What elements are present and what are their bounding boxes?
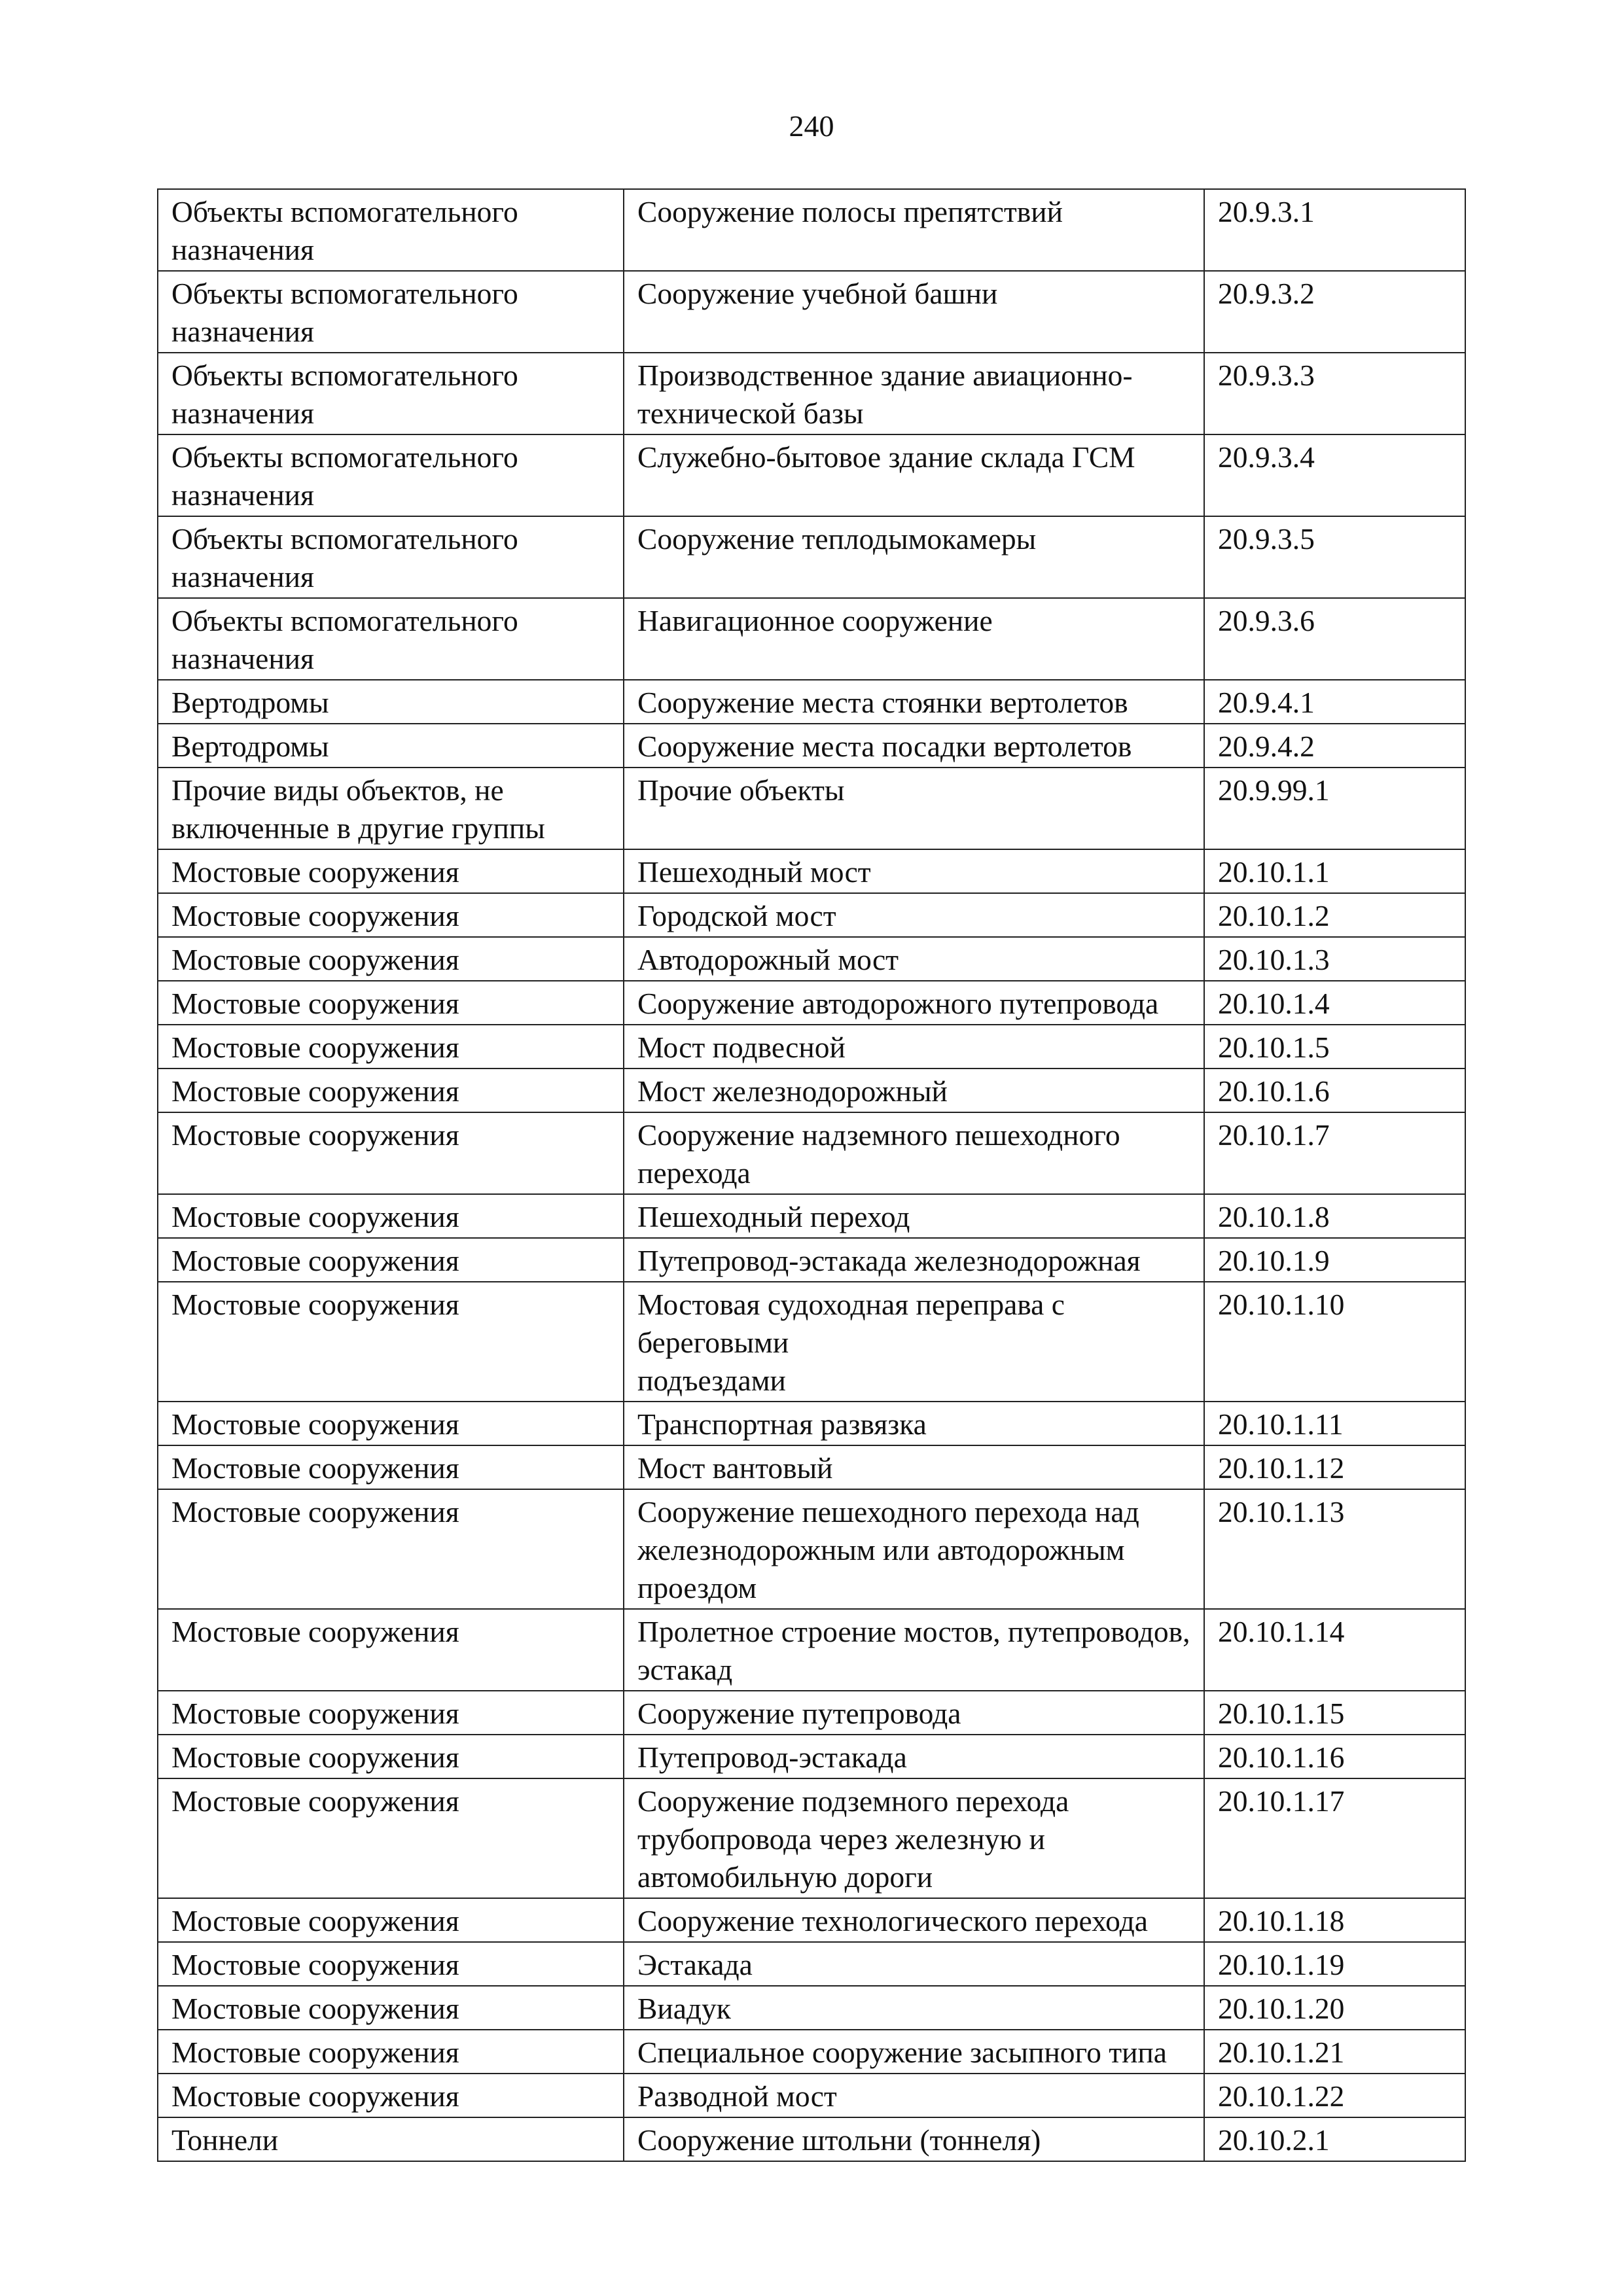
object-name-cell: Сооружение надземного пешеходного перехода — [624, 1112, 1204, 1194]
category-cell: Мостовые сооружения — [158, 1402, 624, 1445]
code-cell: 20.10.1.20 — [1204, 1986, 1465, 2030]
table-row — [158, 516, 1465, 598]
code-cell: 20.9.3.5 — [1204, 516, 1465, 598]
code-cell: 20.9.99.1 — [1204, 768, 1465, 849]
table-row — [158, 1445, 1465, 1489]
object-name-cell: Прочие объекты — [624, 768, 1204, 849]
category-cell: Объекты вспомогательного назначения — [158, 516, 624, 598]
object-name-cell: Эстакада — [624, 1942, 1204, 1986]
category-cell: Объекты вспомогательного назначения — [158, 353, 624, 434]
table-row — [158, 937, 1465, 981]
category-cell: Мостовые сооружения — [158, 1025, 624, 1069]
category-cell: Мостовые сооружения — [158, 1986, 624, 2030]
object-name-cell: Автодорожный мост — [624, 937, 1204, 981]
object-name-cell: Навигационное сооружение — [624, 598, 1204, 680]
code-cell: 20.10.1.21 — [1204, 2030, 1465, 2074]
code-cell: 20.10.1.7 — [1204, 1112, 1465, 1194]
code-cell: 20.10.1.9 — [1204, 1238, 1465, 1282]
object-name-cell: Специальное сооружение засыпного типа — [624, 2030, 1204, 2074]
category-cell: Вертодромы — [158, 680, 624, 724]
table-row — [158, 768, 1465, 849]
table-row — [158, 1194, 1465, 1238]
category-cell: Мостовые сооружения — [158, 1194, 624, 1238]
table-row — [158, 1691, 1465, 1735]
object-name-cell: Сооружение места стоянки вертолетов — [624, 680, 1204, 724]
code-cell: 20.10.1.19 — [1204, 1942, 1465, 1986]
category-cell: Мостовые сооружения — [158, 1942, 624, 1986]
code-cell: 20.10.1.6 — [1204, 1069, 1465, 1112]
object-name-cell: Сооружение теплодымокамеры — [624, 516, 1204, 598]
code-cell: 20.10.1.10 — [1204, 1282, 1465, 1402]
code-cell: 20.9.3.1 — [1204, 189, 1465, 271]
category-cell: Мостовые сооружения — [158, 1445, 624, 1489]
table-row — [158, 1282, 1465, 1402]
code-cell: 20.10.1.12 — [1204, 1445, 1465, 1489]
code-cell: 20.9.3.3 — [1204, 353, 1465, 434]
category-cell: Объекты вспомогательного назначения — [158, 271, 624, 353]
code-cell: 20.10.1.11 — [1204, 1402, 1465, 1445]
object-name-cell: Служебно-бытовое здание склада ГСМ — [624, 434, 1204, 516]
table-row — [158, 981, 1465, 1025]
table-row — [158, 1942, 1465, 1986]
category-cell: Мостовые сооружения — [158, 1112, 624, 1194]
code-cell: 20.10.1.3 — [1204, 937, 1465, 981]
category-cell: Мостовые сооружения — [158, 2030, 624, 2074]
table-row — [158, 1778, 1465, 1898]
code-cell: 20.10.1.22 — [1204, 2074, 1465, 2117]
table-row — [158, 1402, 1465, 1445]
table-row — [158, 271, 1465, 353]
object-name-cell: Путепровод-эстакада — [624, 1735, 1204, 1778]
category-cell: Мостовые сооружения — [158, 1282, 624, 1402]
code-cell: 20.10.1.15 — [1204, 1691, 1465, 1735]
category-cell: Мостовые сооружения — [158, 1691, 624, 1735]
category-cell: Мостовые сооружения — [158, 1238, 624, 1282]
table-row — [158, 1735, 1465, 1778]
category-cell: Объекты вспомогательного назначения — [158, 434, 624, 516]
object-name-cell: Виадук — [624, 1986, 1204, 2030]
table-row — [158, 849, 1465, 893]
category-cell: Вертодромы — [158, 724, 624, 768]
code-cell: 20.10.1.13 — [1204, 1489, 1465, 1609]
object-name-cell: Мост железнодорожный — [624, 1069, 1204, 1112]
object-name-cell: Транспортная развязка — [624, 1402, 1204, 1445]
code-cell: 20.10.1.14 — [1204, 1609, 1465, 1691]
category-cell: Мостовые сооружения — [158, 981, 624, 1025]
table-row — [158, 1025, 1465, 1069]
category-cell: Мостовые сооружения — [158, 1778, 624, 1898]
code-cell: 20.10.1.8 — [1204, 1194, 1465, 1238]
category-cell: Прочие виды объектов, не включенные в другие группы — [158, 768, 624, 849]
table-row — [158, 724, 1465, 768]
category-cell: Тоннели — [158, 2117, 624, 2161]
code-cell: 20.10.1.2 — [1204, 893, 1465, 937]
category-cell: Мостовые сооружения — [158, 1898, 624, 1942]
page-number: 240 — [789, 109, 834, 143]
code-cell: 20.9.3.6 — [1204, 598, 1465, 680]
category-cell: Мостовые сооружения — [158, 1069, 624, 1112]
table-row — [158, 2074, 1465, 2117]
table-row — [158, 1609, 1465, 1691]
category-cell: Мостовые сооружения — [158, 937, 624, 981]
table-row — [158, 1898, 1465, 1942]
object-name-cell: Сооружение пешеходного перехода над железнодорожным или автодорожным проездом — [624, 1489, 1204, 1609]
object-name-cell: Пешеходный мост — [624, 849, 1204, 893]
object-name-cell: Мост вантовый — [624, 1445, 1204, 1489]
table-row — [158, 1112, 1465, 1194]
table-row — [158, 1986, 1465, 2030]
object-name-cell: Мост подвесной — [624, 1025, 1204, 1069]
table-row — [158, 1489, 1465, 1609]
table-row — [158, 1069, 1465, 1112]
category-cell: Мостовые сооружения — [158, 1735, 624, 1778]
classification-table — [157, 188, 1466, 2162]
category-cell: Мостовые сооружения — [158, 1609, 624, 1691]
table-row — [158, 434, 1465, 516]
code-cell: 20.10.2.1 — [1204, 2117, 1465, 2161]
table-row — [158, 2117, 1465, 2161]
category-cell: Мостовые сооружения — [158, 1489, 624, 1609]
table-row — [158, 1238, 1465, 1282]
table-body — [158, 189, 1465, 2161]
object-name-cell: Путепровод-эстакада железнодорожная — [624, 1238, 1204, 1282]
code-cell: 20.10.1.16 — [1204, 1735, 1465, 1778]
category-cell: Мостовые сооружения — [158, 849, 624, 893]
code-cell: 20.10.1.18 — [1204, 1898, 1465, 1942]
code-cell: 20.9.4.1 — [1204, 680, 1465, 724]
table-row — [158, 2030, 1465, 2074]
object-name-cell: Сооружение места посадки вертолетов — [624, 724, 1204, 768]
table-row — [158, 893, 1465, 937]
object-name-cell: Сооружение технологического перехода — [624, 1898, 1204, 1942]
object-name-cell: Городской мост — [624, 893, 1204, 937]
code-cell: 20.10.1.1 — [1204, 849, 1465, 893]
code-cell: 20.9.4.2 — [1204, 724, 1465, 768]
object-name-cell: Разводной мост — [624, 2074, 1204, 2117]
object-name-cell: Мостовая судоходная переправа с береговыми подъездами — [624, 1282, 1204, 1402]
table-row — [158, 189, 1465, 271]
object-name-cell: Сооружение подземного перехода трубопровода через железную и автомобильную дороги — [624, 1778, 1204, 1898]
category-cell: Объекты вспомогательного назначения — [158, 189, 624, 271]
category-cell: Объекты вспомогательного назначения — [158, 598, 624, 680]
code-cell: 20.9.3.2 — [1204, 271, 1465, 353]
object-name-cell: Сооружение учебной башни — [624, 271, 1204, 353]
table-row — [158, 353, 1465, 434]
object-name-cell: Сооружение штольни (тоннеля) — [624, 2117, 1204, 2161]
object-name-cell: Сооружение автодорожного путепровода — [624, 981, 1204, 1025]
object-name-cell: Производственное здание авиационно-технической базы — [624, 353, 1204, 434]
category-cell: Мостовые сооружения — [158, 2074, 624, 2117]
code-cell: 20.9.3.4 — [1204, 434, 1465, 516]
code-cell: 20.10.1.17 — [1204, 1778, 1465, 1898]
table-row — [158, 680, 1465, 724]
object-name-cell: Сооружение путепровода — [624, 1691, 1204, 1735]
object-name-cell: Пролетное строение мостов, путепроводов, эстакад — [624, 1609, 1204, 1691]
object-name-cell: Сооружение полосы препятствий — [624, 189, 1204, 271]
table-row — [158, 598, 1465, 680]
code-cell: 20.10.1.5 — [1204, 1025, 1465, 1069]
object-name-cell: Пешеходный переход — [624, 1194, 1204, 1238]
category-cell: Мостовые сооружения — [158, 893, 624, 937]
code-cell: 20.10.1.4 — [1204, 981, 1465, 1025]
